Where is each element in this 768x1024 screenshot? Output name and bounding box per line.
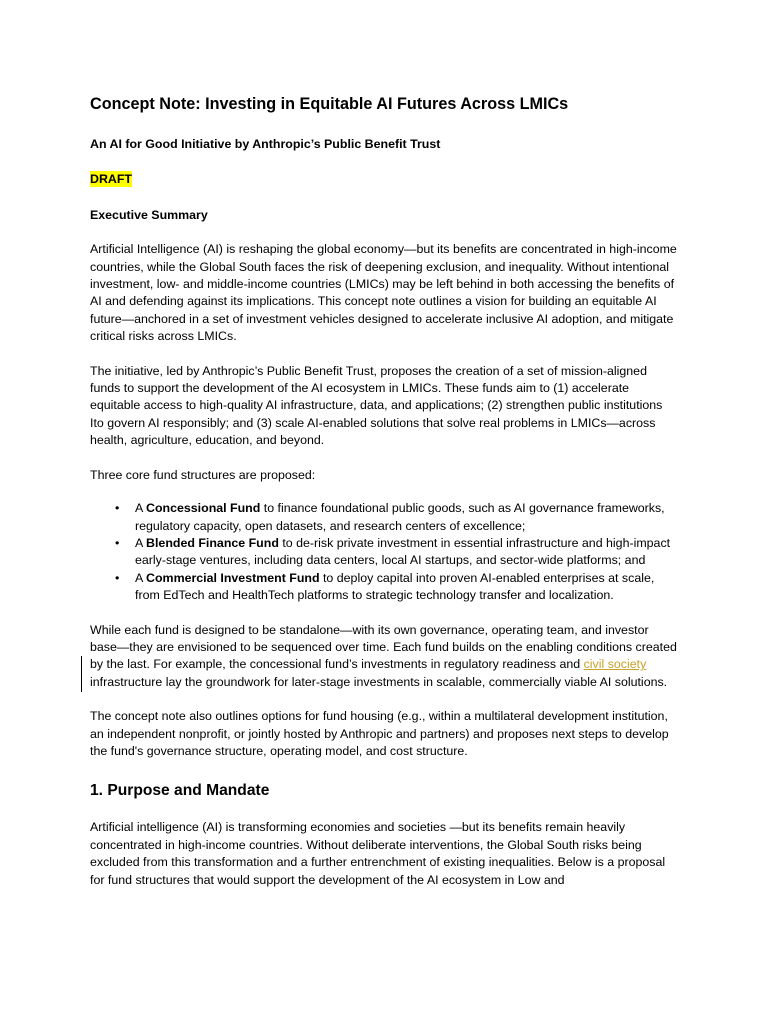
fund-name: Concessional Fund <box>146 501 261 516</box>
fund-prefix: A <box>135 570 147 585</box>
document-title: Concept Note: Investing in Equitable AI Futures Across LMICs <box>90 95 569 113</box>
fund-description: to de-risk private investment in essential infrastructure and high-impact early-stage ventures, including data centers, local AI startups, and sector-wide platforms; and <box>135 535 671 568</box>
fund-name: Commercial Investment Fund <box>146 570 320 585</box>
fund-prefix: A <box>135 501 147 516</box>
tracked-change-insertion[interactable]: civil society <box>583 657 647 672</box>
draft-label: DRAFT <box>90 172 132 187</box>
document-subtitle: An AI for Good Initiative by Anthropic’s Public Benefit Trust <box>90 137 441 151</box>
list-item <box>115 570 678 605</box>
list-item <box>115 500 678 535</box>
fund-prefix: A <box>135 535 147 550</box>
fund-list <box>90 500 678 604</box>
fund-description: to deploy capital into proven AI-enabled enterprises at scale, from EdTech and HealthTech platforms to strategic technology transfer and localization. <box>135 570 655 603</box>
change-bar <box>81 656 82 692</box>
paragraph-2: The initiative, led by Anthropic’s Public Benefit Trust, proposes the creation of a set of mission-aligned funds to support the development of the AI ecosystem in LMICs. These funds aim to (1) accelerate equitable access to high-quality AI infrastructure, data, and applications; (2) strengthen public institutions Ito govern AI responsibly; and (3) scale AI-enabled solutions that solve real problems in LMICs—across health, agriculture, education, and beyond. <box>90 363 663 448</box>
executive-summary-heading: Executive Summary <box>90 207 208 222</box>
list-item <box>115 535 678 570</box>
document-body <box>90 92 678 889</box>
paragraph-3: Three core fund structures are proposed: <box>90 467 316 482</box>
fund-description: to finance foundational public goods, such as AI governance frameworks, regulatory capacity, open datasets, and research centers of excellence; <box>135 501 665 533</box>
bullet-marker: • <box>115 501 120 516</box>
bullet-marker: • <box>115 535 120 550</box>
draft-line <box>90 171 678 188</box>
paragraph-4 <box>90 622 678 692</box>
paragraph-1: Artificial Intelligence (AI) is reshaping the global economy—but its benefits are concentrated in high-income countries, while the Global South faces the risk of deepening exclusion, and inequality. Without intentional investment, low- and middle-income countries (LMICs) may be left behind in both accessing the benefits of AI and defending against its implications. This concept note outlines a vision for building an equitable AI future—anchored in a set of investment vehicles designed to accelerate inclusive AI adoption, and mitigate critical risks across LMICs. <box>90 242 677 344</box>
paragraph-4-text: While each fund is designed to be standalone—with its own governance, operating team, and investor base—they are envisioned to be sequenced over time. Each fund builds on the enabling conditions created by the last. For example, the concessional fund’s investments in regulatory readiness and <box>90 622 677 672</box>
bullet-marker: • <box>115 570 120 585</box>
paragraph-5: The concept note also outlines options for fund housing (e.g., within a multilateral development institution, an independent nonprofit, or jointly hosted by Anthropic and partners) and proposes next steps to develop the fund's governance structure, operating model, and cost structure. <box>90 709 669 758</box>
paragraph-4-text-end: infrastructure lay the groundwork for later-stage investments in scalable, commercially viable AI solutions. <box>90 674 668 689</box>
fund-name: Blended Finance Fund <box>146 535 279 550</box>
paragraph-6: Artificial intelligence (AI) is transforming economies and societies —but its benefits remain heavily concentrated in high-income countries. Without deliberate interventions, the Global South risks being excluded from this transformation and a further entrenchment of existing inequalities. Below is a proposal for fund structures that would support the development of the AI ecosystem in Low and <box>90 820 666 887</box>
section-1-heading: 1. Purpose and Mandate <box>90 782 270 800</box>
